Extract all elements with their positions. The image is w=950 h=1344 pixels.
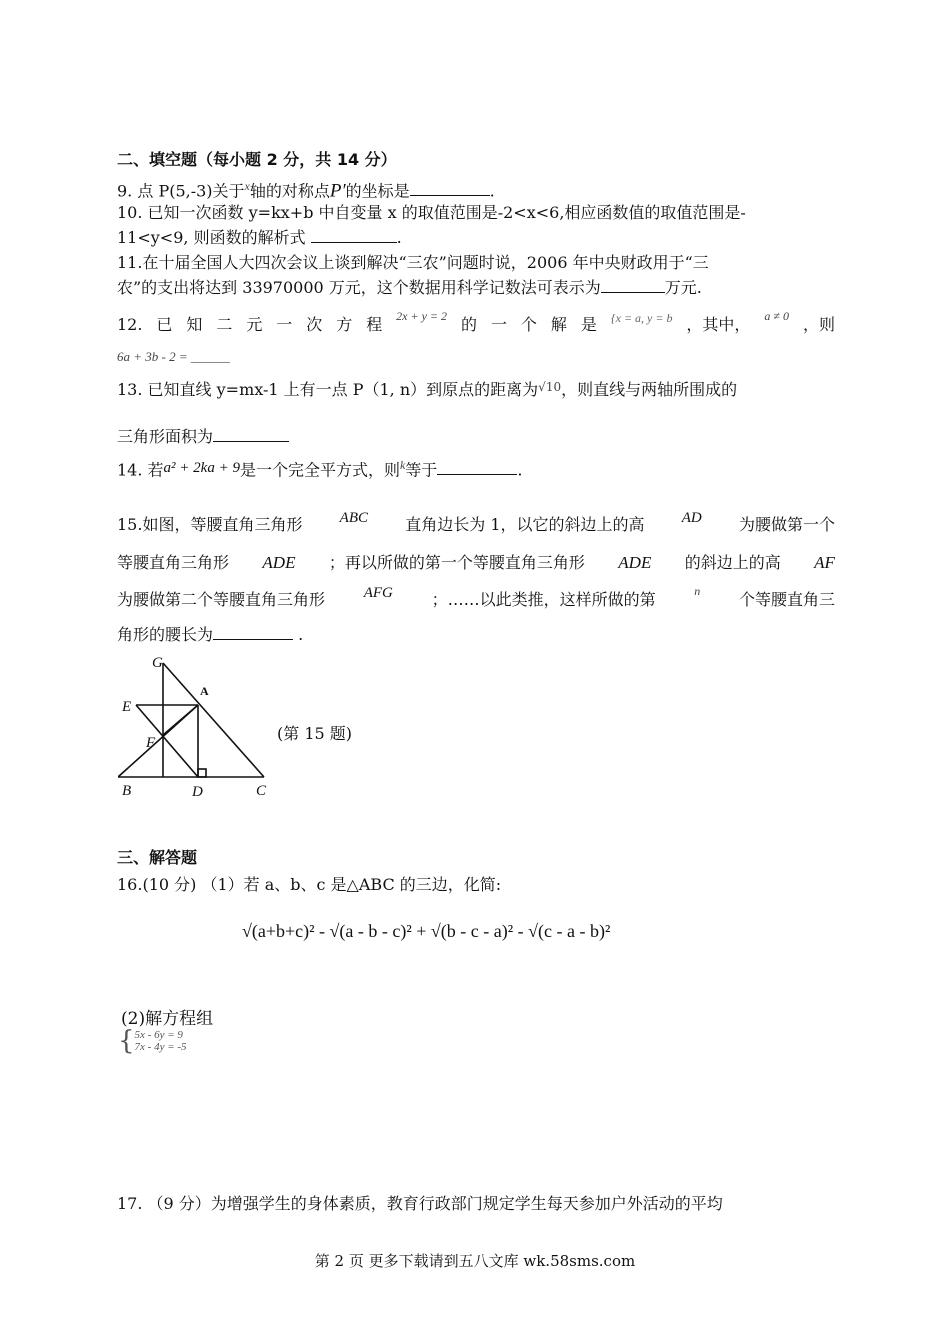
label-e: E [122,699,132,715]
triangle-figure [118,653,268,803]
system-eq-1: 5x - 6y = 9 [134,1029,183,1041]
segment-cg [163,663,264,777]
label-a: A [200,684,209,698]
question-10-line1: 10. 已知一次函数 y=kx+b 中自变量 x 的取值范围是-2<x<6,相应函数值的取值范围是- [117,203,746,222]
label-g: G [152,655,163,671]
question-11-line2: 农”的支出将达到 33970000 万元，这个数据用科学记数法可表示为 万元. [117,278,702,297]
sqrt-10: √10 [538,380,562,394]
condition-a-nonzero: a ≠ 0 [764,309,789,323]
question-15-line3: 为腰做第二个等腰直角三角形 AFG ；……以此类推，这样所做的第 n 个等腰直角三 [117,584,835,609]
answer-blank-15[interactable] [213,624,293,640]
label-d: D [192,784,203,800]
question-16-expression: √(a+b+c)² - √(a - b - c)² + √(b - c - a)² - √(c - a - b)² [242,921,611,941]
expression-a2-2ka-9: a² + 2ka + 9 [163,460,240,477]
system-eq-2: 7x - 4y = -5 [134,1041,187,1053]
right-angle-marker [198,769,206,777]
label-c: C [256,783,267,799]
question-16-line: 16.(10 分) （1）若 a、b、c 是△ABC 的三边，化简: [117,875,502,894]
question-15-line1: 15.如图，等腰直角三角形 ABC 直角边长为 1，以它的斜边上的高 AD 为腰做第一个 [117,510,835,534]
answer-blank-13[interactable] [213,426,289,442]
question-9: 9. 点 P(5,-3)关于$^x$轴的对称点P′的坐标是 . [117,179,495,202]
answer-blank-10[interactable] [311,227,397,243]
question-11-line1: 11.在十届全国人大四次会议上谈到解决“三农”问题时说，2006 年中央财政用于“三 [117,253,709,272]
label-b: B [122,783,132,799]
answer-blank-9[interactable] [410,180,490,196]
brace: { [118,1026,135,1056]
segment-fa [163,705,198,735]
question-17-line: 17. （9 分）为增强学生的身体素质，教育行政部门规定学生每天参加户外活动的平均 [117,1194,723,1213]
equation-2x-y: 2x + y = 2 [396,309,448,323]
question-12-line2: 6a + 3b - 2 = ______ [117,349,230,364]
question-12-line1: 12. 已 知 二 元 一 次 方 程 2x + y = 2 的 一 个 解 是 {x = a, y = b ，其中， a ≠ 0 ，则 [117,309,835,334]
figure-caption: (第 15 题) [277,724,353,743]
question-15-line2: 等腰直角三角形 ADE ；再以所做的第一个等腰直角三角形 ADE 的斜边上的高 AF [117,553,835,572]
answer-blank-14[interactable] [437,459,517,475]
equation-system [118,1028,187,1054]
question-13-line1: 13. 已知直线 y=mx-1 上有一点 P（1, n）到原点的距离为$^{√10}$，则直线与两轴所围成的 [117,380,738,399]
question-13-line2: 三角形面积为 [117,426,289,447]
question-15-line4: 角形的腰长为 . [117,625,304,644]
question-10-line2: 11<y<9, 则函数的解析式 . [117,228,402,247]
question-14: 14. 若a² + 2ka + 9是一个完全平方式，则$^k$等于 . [117,458,523,480]
section-2-title: 二、填空题（每小题 2 分，共 14 分） [117,150,397,169]
solution-system: {x = a, y = b [610,311,673,325]
label-f: F [146,735,156,751]
page-footer: 第 2 页 更多下载请到五八文库 wk.58sms.com [314,1252,636,1270]
section-3-title: 三、解答题 [117,848,198,867]
question-16-part2: (2)解方程组 [121,1009,214,1029]
answer-blank-11[interactable] [601,277,665,293]
